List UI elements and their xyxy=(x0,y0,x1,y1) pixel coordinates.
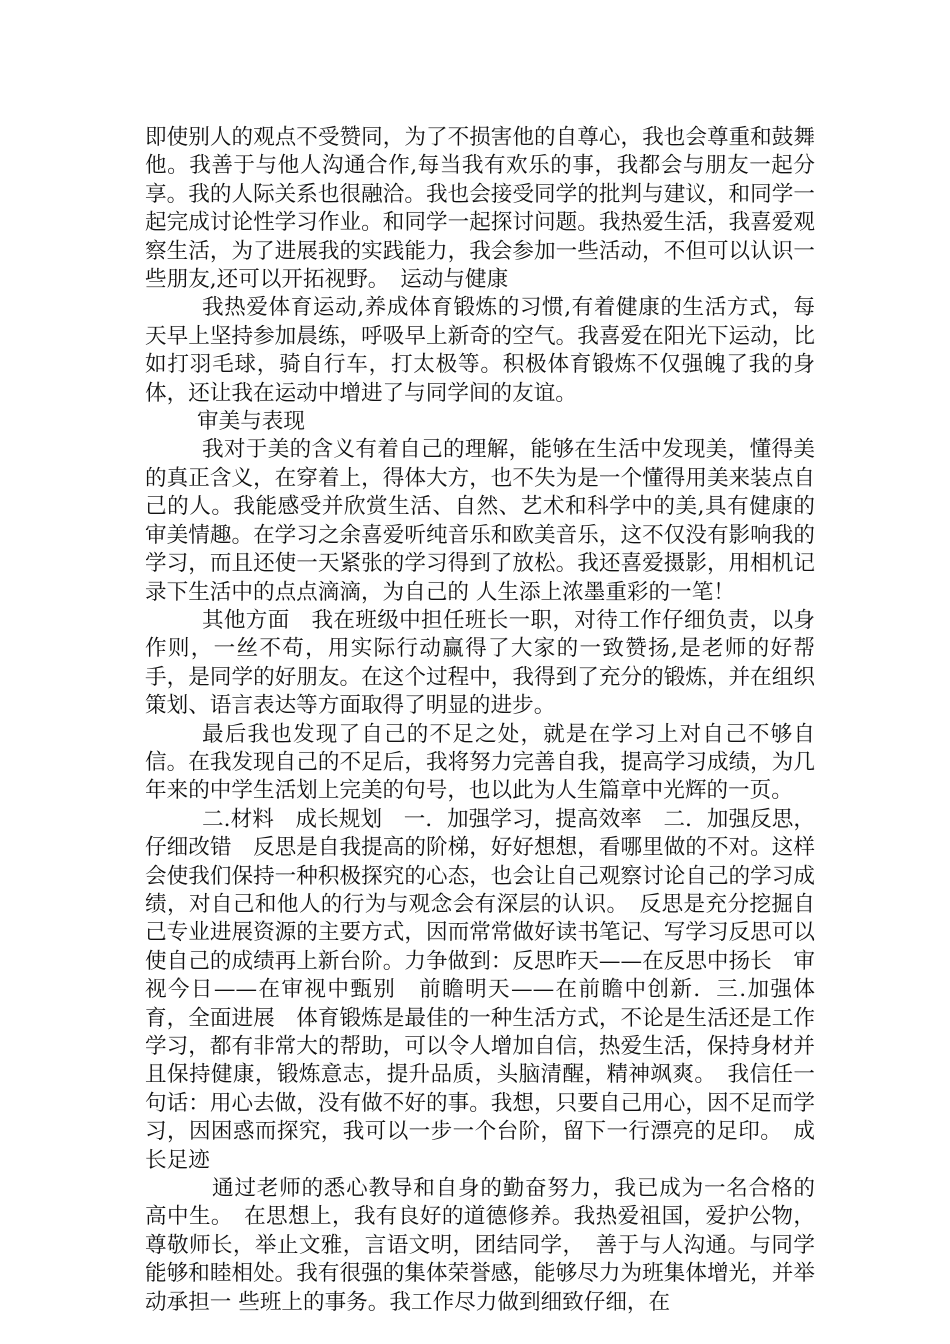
paragraph-aesthetics: 我对于美的含义有着自己的理解，能够在生活中发现美，懂得美的真正含义，在穿着上，得体大方，也不失为是一个懂得用美来装点自己的人。我能感受并欣赏生活、自然、艺术和科学中的美,具有健康的审美情趣。在学习之余喜爱听纯音乐和欧美音乐，这不仅没有影响我的学习，而且还使一天紧张的学习得到了放松。我还喜爱摄影，用相机记录下生活中的点点滴滴，为自己的 人生添上浓墨重彩的一笔！ xyxy=(145,437,815,605)
paragraph-shortcomings: 最后我也发现了自己的不足之处，就是在学习上对自己不够自信。在我发现自己的不足后，我将努力完善自我，提高学习成绩，为几年来的中学生活划上完美的句号，也以此为人生篇章中光辉的一页。 xyxy=(145,721,815,804)
section-heading-aesthetics: 审美与表现 xyxy=(197,409,305,435)
paragraph-growth-footprints: 通过老师的悉心教导和自身的勤奋努力，我已成为一名合格的高中生。 在思想上，我有良好的道德修养。我热爱祖国，爱护公物，尊敬师长，举止文雅，言语文明，团结同学， 善于与人沟通。与同学能够和睦相处。我有很强的集体荣誉感，能够尽力为班集体增光，并举动承担一 些班上的事务。我工作尽力做到细致仔细，在 xyxy=(145,1176,815,1315)
paragraph-other-aspects: 其他方面 我在班级中担任班长一职，对待工作仔细负责，以身作则，一丝不苟，用实际行动赢得了大家的一致赞扬,是老师的好帮手，是同学的好朋友。在这个过程中，我得到了充分的锻炼，并在组织策划、语言表达等方面取得了明显的进步。 xyxy=(145,607,815,719)
document-page xyxy=(145,124,815,1317)
paragraph-sports-health: 我热爱体育运动,养成体育锻炼的习惯,有着健康的生活方式，每天早上坚持参加晨练，呼吸早上新奇的空气。我喜爱在阳光下运动，比如打羽毛球，骑自行车，打太极等。积极体育锻炼不仅强魄了我的身体，还让我在运动中增进了与同学间的友谊。 xyxy=(145,295,815,406)
paragraph-interpersonal: 即使别人的观点不受赞同，为了不损害他的自尊心，我也会尊重和鼓舞他。我善于与他人沟通合作,每当我有欢乐的事，我都会与朋友一起分享。我的人际关系也很融洽。我也会接受同学的批判与建议，和同学一起完成讨论性学习作业。和同学一起探讨问题。我热爱生活，我喜爱观察生活，为了进展我的实践能力，我会参加一些活动，不但可以认识一些朋友,还可以开拓视野。 运动与健康 xyxy=(145,125,815,293)
paragraph-growth-plan: 二.材料 成长规划 一．加强学习，提高效率 二．加强反思，仔细改错 反思是自我提高的阶梯，好好想想，看哪里做的不对。这样会使我们保持一种积极探究的心态，也会让自己观察讨论自己的学习成绩，对自己和他人的行为与观念会有深层的认识。 反思是充分挖掘自己专业进展资源的主要方式，因而常常做好读书笔记、写学习反思可以使自己的成绩再上新台阶。力争做到：反思昨天——在反思中扬长 审视今日——在审视中甄别 前瞻明天——在前瞻中创新．三.加强体育，全面进展 体育锻炼是最佳的一种生活方式，不论是生活还是工作学习，都有非常大的帮助，可以令人增加自信，热爱生活，保持身材并且保持健康，锻炼意志，提升品质，头脑清醒，精神飒爽。 我信任一句话：用心去做，没有做不好的事。我想，只要自己用心，因不足而学习，因困惑而探究，我可以一步一个台阶，留下一行漂亮的足印。 成长足迹 xyxy=(145,806,815,1173)
